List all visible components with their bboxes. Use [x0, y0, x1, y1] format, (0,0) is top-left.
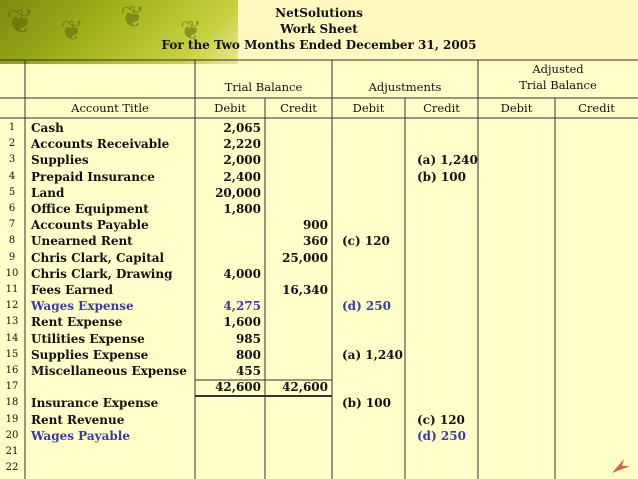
company-name: NetSolutions [275, 6, 363, 20]
header-adjusted-trial-balance: Trial Balance [519, 78, 597, 92]
account-title: Wages Payable [31, 428, 130, 443]
adj-debit-cell: (a) 1,240 [342, 347, 403, 362]
leaf-icon: ❦ [60, 14, 84, 47]
leaf-icon: ❦ [180, 16, 202, 46]
leaf-icon: ❦ [6, 2, 35, 42]
row-number: 10 [5, 267, 19, 279]
tb-credit-cell: 900 [302, 218, 328, 233]
row-number: 12 [5, 300, 19, 312]
tb-debit-cell: 2,065 [223, 121, 261, 135]
sheet-title: Work Sheet [280, 22, 358, 36]
row-number: 3 [8, 154, 16, 166]
row-number: 11 [5, 284, 19, 295]
account-title: Miscellaneous Expense [31, 364, 187, 378]
row-number: 4 [8, 170, 16, 182]
account-title: Utilities Expense [31, 331, 145, 346]
adj-credit-cell: (c) 120 [417, 412, 465, 427]
account-title: Land [31, 185, 65, 200]
row-number: 21 [5, 446, 19, 457]
tb-debit-cell: 20,000 [215, 185, 261, 200]
tb-debit-cell: 1,600 [223, 315, 261, 330]
tb-credit-cell: 42,600 [282, 380, 328, 395]
header-adj-credit: Credit [423, 101, 460, 115]
account-title: Cash [31, 121, 64, 135]
account-title: Prepaid Insurance [31, 169, 155, 184]
next-slide-arrow-icon[interactable] [610, 457, 632, 475]
row-number: 8 [8, 235, 16, 247]
account-title: Supplies Expense [31, 347, 149, 362]
tb-credit-cell: 25,000 [282, 250, 328, 265]
account-title: Rent Expense [31, 315, 123, 330]
row-number: 13 [5, 316, 19, 328]
header-account-title: Account Title [71, 101, 149, 115]
tb-debit-cell: 455 [235, 364, 261, 378]
tb-debit-cell: 42,600 [215, 380, 261, 395]
row-number: 18 [5, 397, 19, 409]
leaf-icon: ❦ [120, 0, 146, 35]
account-title: Chris Clark, Drawing [31, 266, 173, 281]
account-title: Accounts Payable [31, 218, 149, 233]
tb-debit-cell: 985 [235, 331, 261, 346]
tb-debit-cell: 2,000 [223, 153, 261, 168]
row-number: 17 [5, 381, 19, 393]
adj-debit-cell: (c) 120 [342, 234, 390, 249]
row-number: 5 [8, 186, 16, 198]
tb-debit-cell: 2,220 [223, 137, 261, 152]
period-title: For the Two Months Ended December 31, 2005 [161, 38, 477, 52]
row-number: 6 [8, 203, 16, 214]
account-title: Accounts Receivable [31, 137, 170, 152]
tb-debit-cell: 4,000 [223, 266, 261, 281]
row-number: 9 [8, 251, 16, 263]
header-trial-balance: Trial Balance [224, 80, 303, 94]
header-adjusted: Adjusted [532, 62, 584, 76]
adj-credit-cell: (b) 100 [417, 169, 466, 184]
row-number: 16 [5, 365, 19, 376]
row-number: 2 [8, 138, 16, 150]
row-number: 15 [5, 348, 19, 360]
tb-debit-cell: 1,800 [223, 202, 261, 216]
tb-debit-cell: 800 [235, 347, 261, 362]
tb-credit-cell: 360 [302, 234, 328, 249]
header-adjustments: Adjustments [368, 80, 442, 94]
account-title: Wages Expense [31, 299, 134, 314]
account-title: Unearned Rent [31, 234, 133, 249]
adj-debit-cell: (d) 250 [342, 299, 391, 314]
account-title: Fees Earned [31, 283, 114, 297]
header-tb-debit: Debit [214, 101, 246, 115]
tb-debit-cell: 4,275 [223, 299, 261, 314]
adj-credit-cell: (a) 1,240 [417, 153, 478, 168]
row-number: 7 [8, 219, 16, 231]
account-title: Supplies [31, 153, 89, 168]
row-number: 19 [5, 413, 19, 425]
header-atb-credit: Credit [578, 101, 615, 115]
header-adj-debit: Debit [352, 101, 385, 115]
account-title: Insurance Expense [31, 396, 159, 411]
tb-debit-cell: 2,400 [223, 169, 261, 184]
account-title: Chris Clark, Capital [31, 250, 165, 265]
account-title: Rent Revenue [31, 412, 125, 427]
adj-debit-cell: (b) 100 [342, 396, 391, 411]
header-tb-credit: Credit [280, 101, 317, 115]
tb-credit-cell: 16,340 [282, 283, 328, 297]
row-number: 20 [5, 429, 19, 441]
row-number: 22 [5, 462, 19, 474]
row-number: 14 [5, 332, 19, 344]
header-atb-debit: Debit [500, 101, 533, 115]
adj-credit-cell: (d) 250 [417, 428, 466, 443]
row-number: 1 [8, 122, 16, 133]
account-title: Office Equipment [31, 202, 149, 216]
